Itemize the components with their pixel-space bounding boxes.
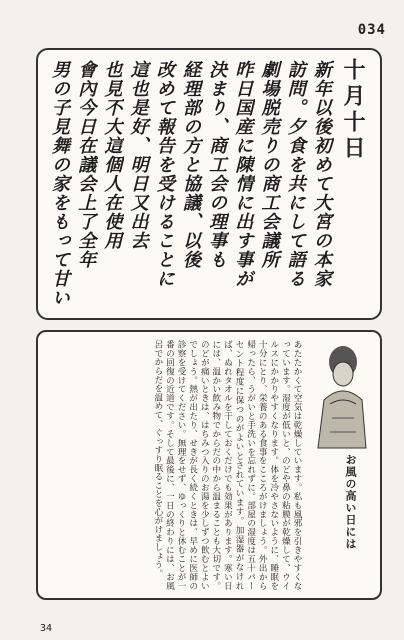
diary-line: 新年以後初めて大宮の本家 [310, 60, 332, 288]
printed-insert-panel [36, 330, 382, 600]
page-number-top: 034 [357, 22, 386, 38]
insert-title: お風の高い日には [344, 454, 357, 550]
diary-line: 也見不大這個人在使用 [101, 60, 123, 250]
diary-text [46, 60, 334, 310]
diary-line: 経理部の方と協議、以後 [179, 60, 201, 269]
handwritten-diary-panel [36, 48, 382, 320]
diary-line: 劇場脱売りの商工会議所 [258, 60, 280, 269]
diary-line: 昨日国産に陳情に出す事が [232, 60, 254, 288]
diary-date: 十月十日 [340, 58, 366, 162]
insert-body-text: あたたかくて空気は乾燥しています。私も風邪を引きやすくなっています。湿度が低いと、のどや鼻の粘膜が乾燥して、ウイルスにかかりやすくなります。体を冷やさないように、睡眠を十分にとり、栄養のある食事をこころがけましょう。外出から帰ったら、うがいと手洗いを忘れずに。部屋の湿度は五十パーセント程度に保つのがよいとされています。加湿器がなければ、ぬれタオルを干しておくだけでも効果があります。寒い日には、温かい飲み物でからだの中から温まることも大切です。のどが痛いときは、はちみつ入りのお湯を少しずつ飲むとよいでしょう。熱が出たり、せきが長く続くときは、早めに医師の診察を受けてください。無理をせず、ゆっくりと休むことが一番の回復の近道です。そして最後に、一日の終わりには、お風呂でからだを温めて、ぐっすり眠ることを心がけましょう。 [152, 340, 302, 590]
diary-line: 決まり、商工会の理事も [206, 60, 228, 269]
woman-portrait-illustration [310, 340, 370, 450]
diary-line: 訪問。夕食を共にして語る [284, 60, 306, 288]
diary-line: 會內今日在議会上了全年 [75, 60, 97, 269]
diary-line: 改めて報告を受けることに [153, 60, 175, 288]
page-number-bottom: 34 [40, 623, 53, 634]
diary-line: 男の子見舞の家をもって甘い [49, 60, 70, 307]
diary-line: 這也是好、明日又出去 [127, 60, 149, 250]
